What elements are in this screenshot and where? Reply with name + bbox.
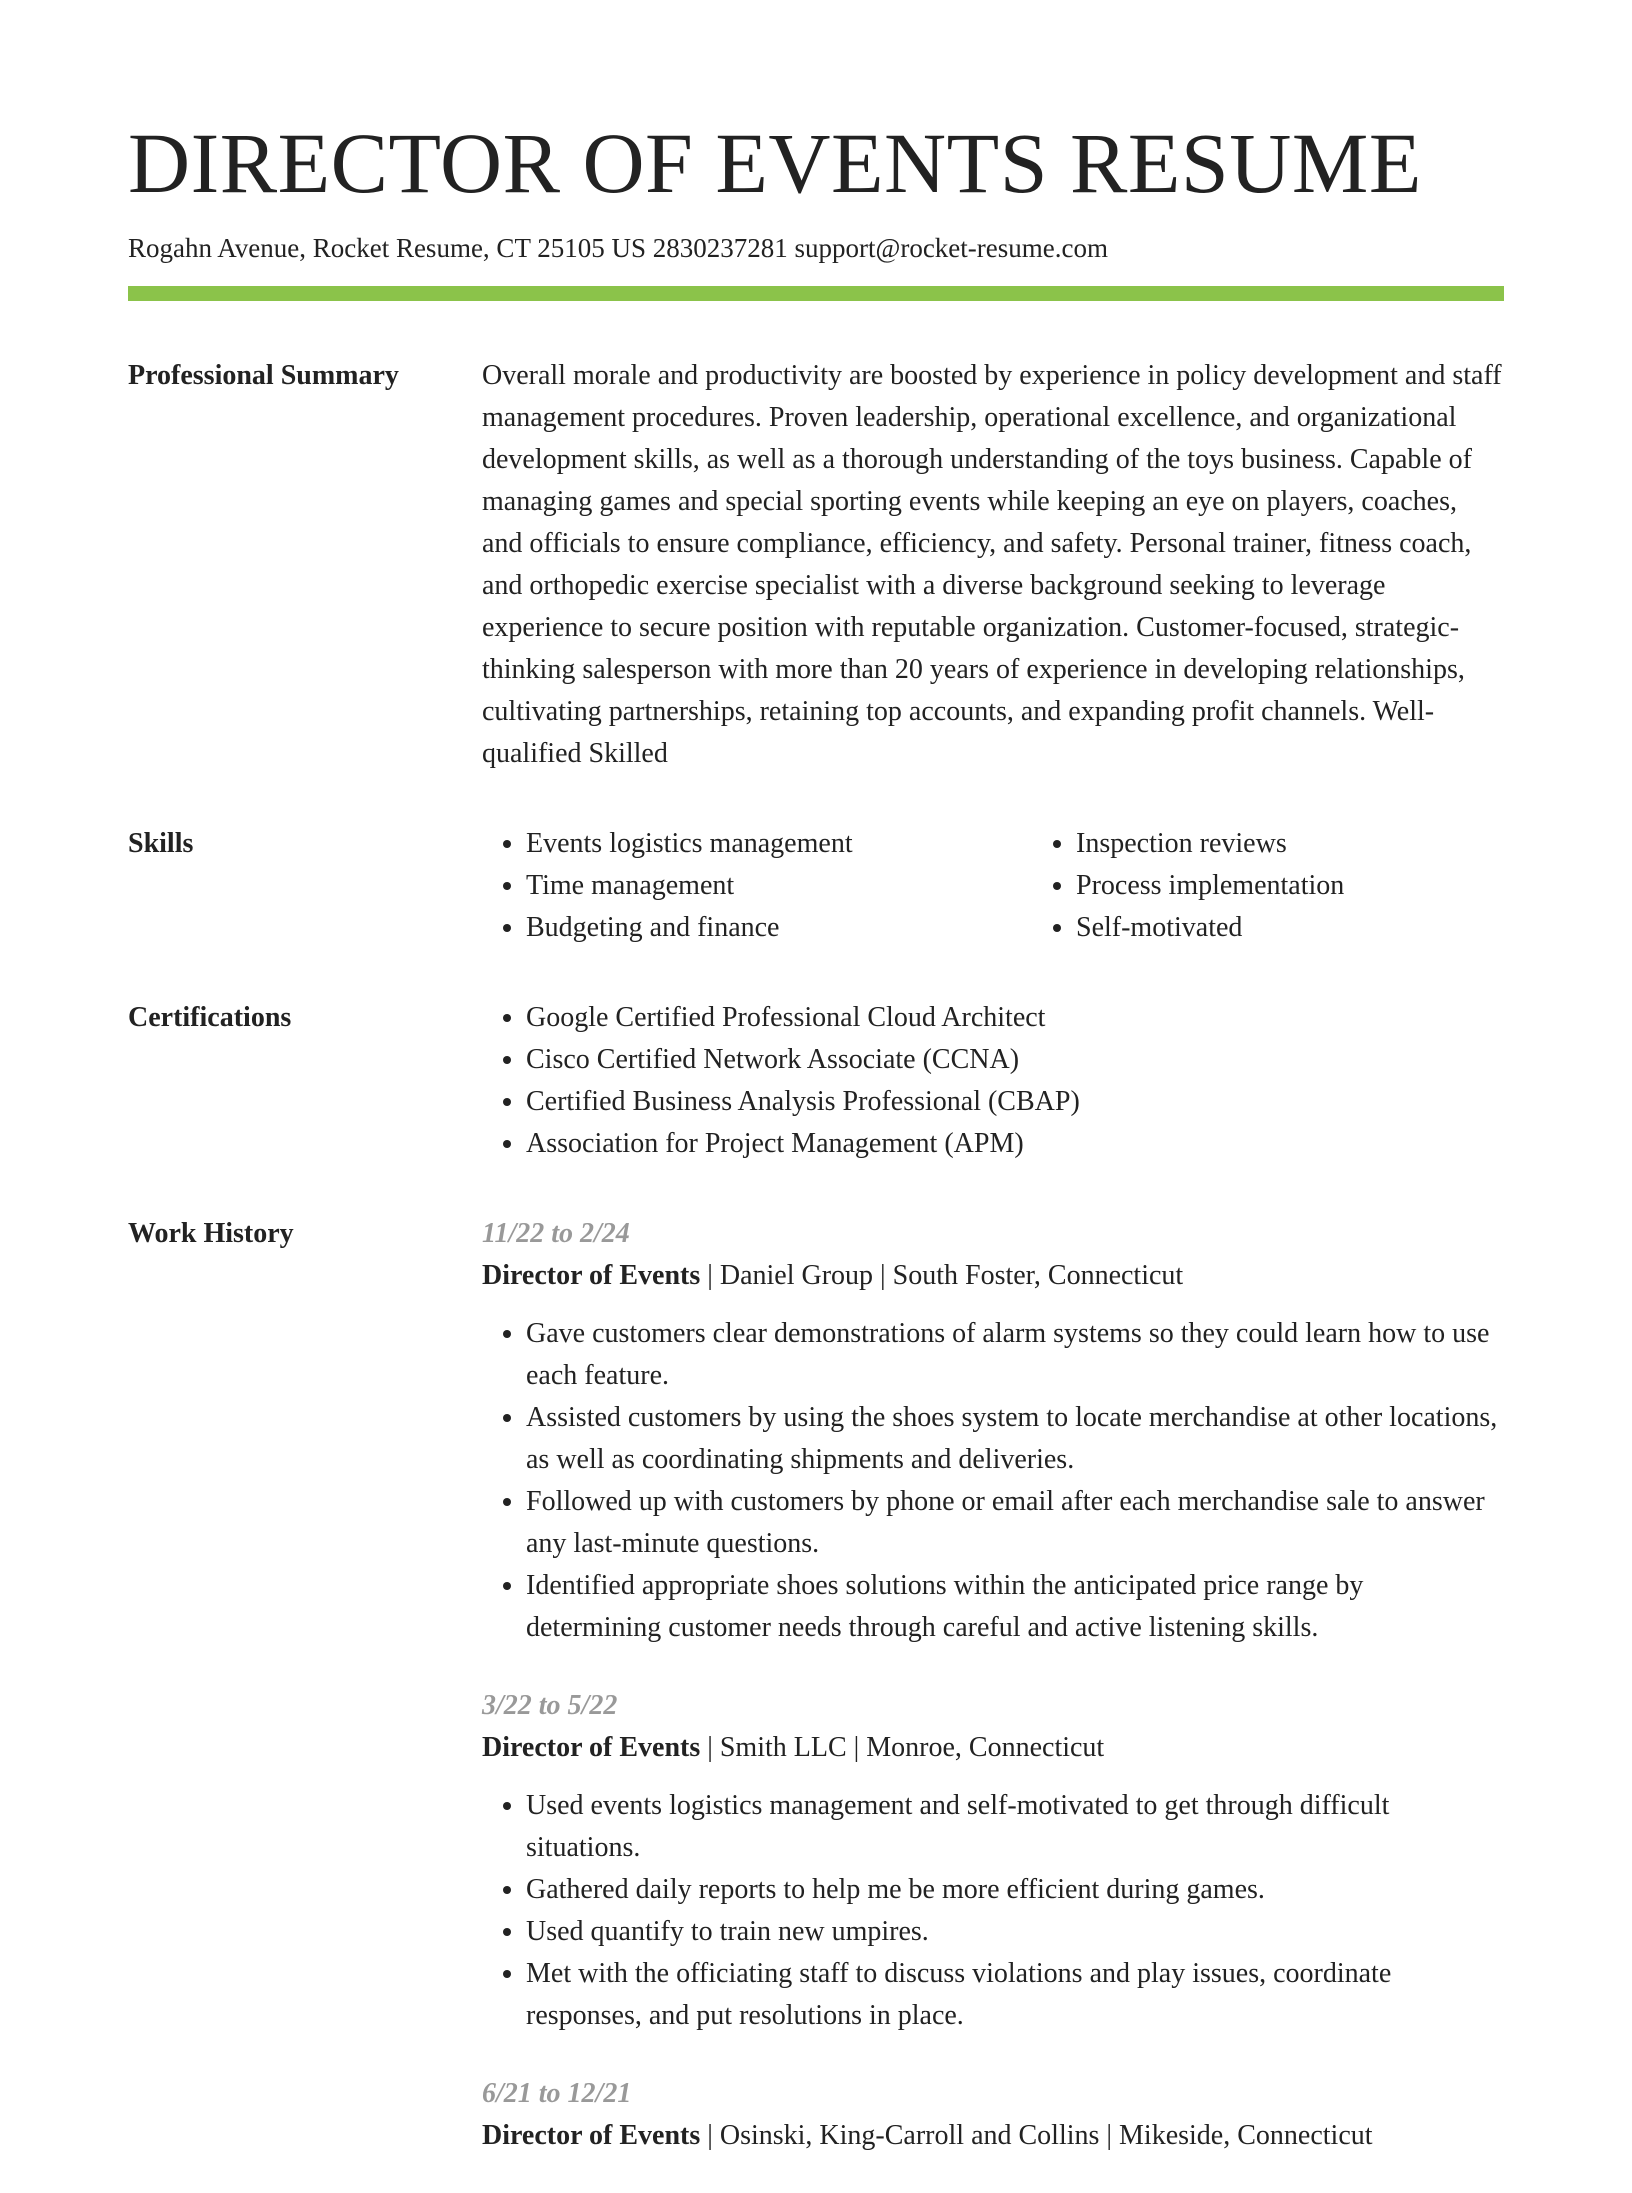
skills-column-1 <box>482 823 1032 949</box>
certifications-section <box>128 997 1504 1165</box>
job-bullets <box>482 1785 1504 2037</box>
job-bullet: • Gave customers clear demonstrations of alarm systems so they could learn how to use each feature. <box>526 1313 1504 1397</box>
job-dates: 6/21 to 12/21 <box>482 2078 632 2110</box>
header-divider <box>128 286 1504 301</box>
job-entry <box>482 2073 1504 2157</box>
job-dates: 11/22 to 2/24 <box>482 1218 630 1250</box>
job-heading <box>482 2115 1504 2157</box>
skills-column-2 <box>1032 823 1344 949</box>
job-bullets <box>482 1313 1504 1649</box>
separator: | <box>1106 2120 1113 2152</box>
job-company: Daniel Group <box>719 1260 874 1292</box>
job-role: Director of Events <box>482 2120 701 2152</box>
job-company: Smith LLC <box>719 1732 847 1764</box>
skill-item: • Time management <box>526 865 1032 907</box>
separator: | <box>707 2120 713 2152</box>
separator: | <box>707 1732 713 1764</box>
job-bullet: • Identified appropriate shoes solutions within the anticipated price range by determining customer needs through careful and active listening skills. <box>526 1565 1504 1649</box>
certification-item: • Cisco Certified Network Associate (CCNA) <box>526 1039 1504 1081</box>
skill-item: • Events logistics management <box>526 823 1032 865</box>
certification-item: • Certified Business Analysis Professional (CBAP) <box>526 1081 1504 1123</box>
resume-title: DIRECTOR OF EVENTS RESUME <box>128 115 1422 211</box>
separator: | <box>707 1260 713 1292</box>
job-bullet: • Used events logistics management and self-motivated to get through difficult situations. <box>526 1785 1504 1869</box>
certification-item: • Association for Project Management (APM) <box>526 1123 1504 1165</box>
job-dates: 3/22 to 5/22 <box>482 1690 618 1722</box>
job-bullet: • Used quantify to train new umpires. <box>526 1911 1504 1953</box>
certifications-list <box>482 997 1504 1165</box>
section-label-summary: Professional Summary <box>128 360 399 392</box>
certification-item: • Google Certified Professional Cloud Architect <box>526 997 1504 1039</box>
job-bullet: • Gathered daily reports to help me be more efficient during games. <box>526 1869 1504 1911</box>
job-role: Director of Events <box>482 1732 701 1764</box>
separator: | <box>853 1732 860 1764</box>
section-label-skills: Skills <box>128 828 194 860</box>
job-bullet: • Assisted customers by using the shoes system to locate merchandise at other locations, as well as coordinating shipments and deliveries. <box>526 1397 1504 1481</box>
job-role: Director of Events <box>482 1260 701 1292</box>
skill-item: • Process implementation <box>1076 865 1344 907</box>
job-heading <box>482 1255 1504 1297</box>
job-bullet: • Followed up with customers by phone or email after each merchandise sale to answer any last-minute questions. <box>526 1481 1504 1565</box>
skill-item: • Inspection reviews <box>1076 823 1344 865</box>
work-history-section <box>128 1213 1504 2193</box>
section-label-work-history: Work History <box>128 1218 294 1250</box>
job-location: South Foster, Connecticut <box>892 1260 1184 1292</box>
job-company: Osinski, King-Carroll and Collins <box>719 2120 1100 2152</box>
job-location: Mikeside, Connecticut <box>1119 2120 1373 2152</box>
job-bullet: • Met with the officiating staff to discuss violations and play issues, coordinate responses, and put resolutions in place. <box>526 1953 1504 2037</box>
job-heading <box>482 1727 1504 1769</box>
separator: | <box>880 1260 886 1292</box>
skills-section <box>128 823 1504 949</box>
job-entry <box>482 1213 1504 1649</box>
section-label-certifications: Certifications <box>128 1002 292 1034</box>
job-entry <box>482 1685 1504 2037</box>
skill-item: • Self-motivated <box>1076 907 1344 949</box>
job-location: Monroe, Connecticut <box>866 1732 1105 1764</box>
skill-item: • Budgeting and finance <box>526 907 1032 949</box>
summary-text: Overall morale and productivity are boosted by experience in policy development and staff management procedures. Proven leadership, operational excellence, and organizational development skills, as well as a thorough understanding of the toys business. Capable of managing games and special sporting events while keeping an eye on players, coaches, and officials to ensure compliance, efficiency, and safety. Personal trainer, fitness coach, and orthopedic exercise specialist with a diverse background seeking to leverage experience to secure position with reputable organization. Customer-focused, strategic-thinking salesperson with more than 20 years of experience in developing relationships, cultivating partnerships, retaining top accounts, and expanding profit channels. Well-qualified Skilled <box>482 360 1502 770</box>
contact-info: Rogahn Avenue, Rocket Resume, CT 25105 US 2830237281 support@rocket-resume.com <box>128 233 1108 263</box>
summary-section <box>128 355 1504 775</box>
